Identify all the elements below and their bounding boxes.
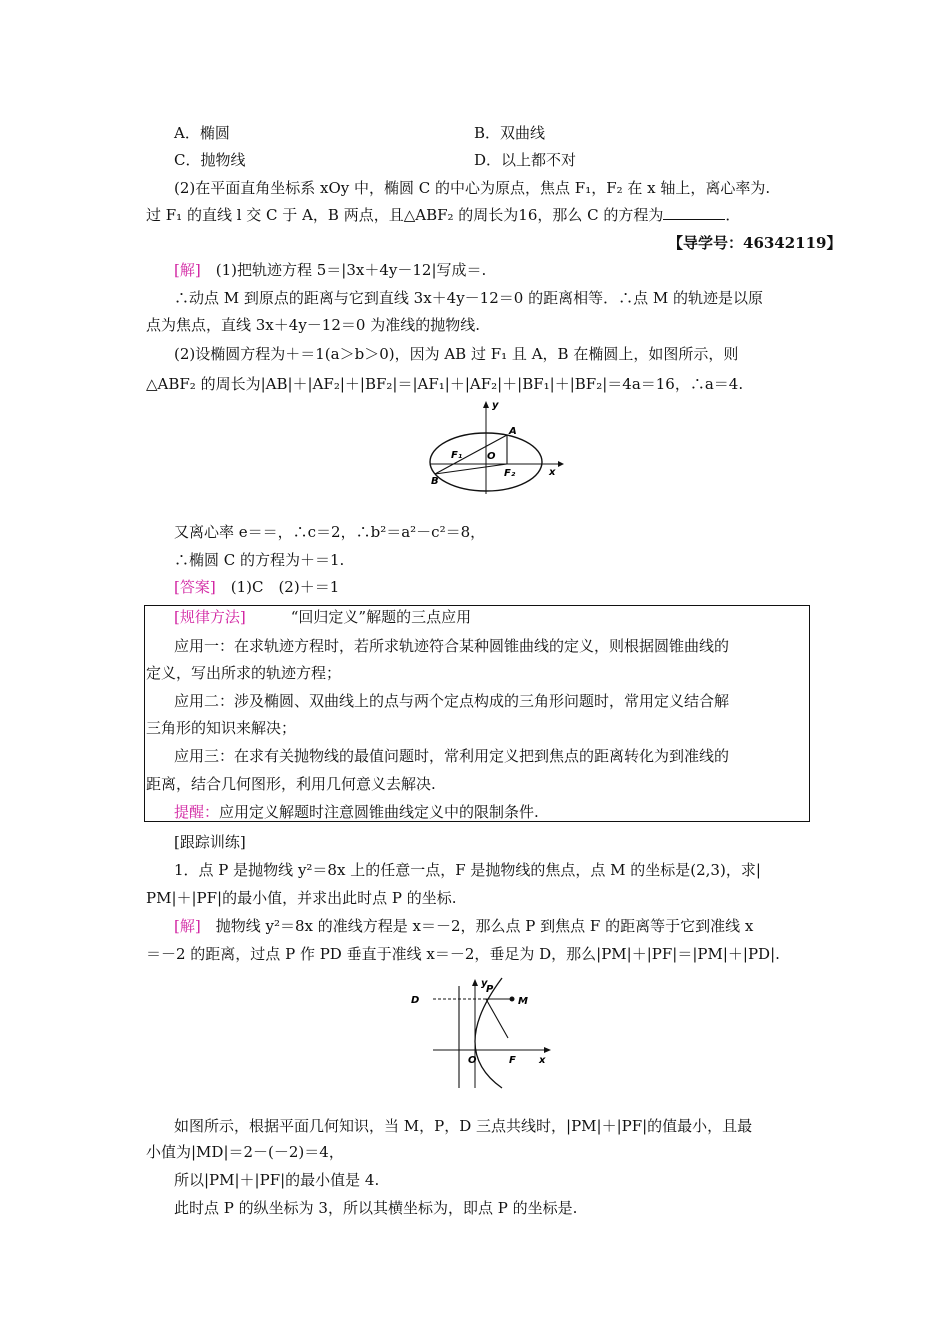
line-bf2 [435,464,507,474]
origin-label: O [468,1055,477,1066]
method-title-line [174,607,471,627]
training-q1-line2: PM|＋|PF|的最小值，并求出此时点 P 的坐标. [146,889,457,907]
point-d-label: D [411,995,420,1006]
training-line5: 所以|PM|＋|PF|的最小值是 4. [174,1171,380,1189]
x-axis-arrow [544,1047,551,1053]
training-header: [跟踪训练] [174,833,246,851]
origin-label: O [487,451,496,462]
answer-tag: [答案] [174,578,216,596]
parabola-figure [405,972,555,1090]
method-tip-line [174,802,539,822]
training-solution-tag: [解] [174,917,201,935]
answer-line [174,577,339,597]
guide-number: 【导学号：46342119】 [668,234,842,252]
option-d: D．以上都不对 [474,151,577,169]
answer-text: (1)C (2)＋＝1 [230,578,340,596]
method-line5: 应用三：在求有关抛物线的最值问题时，常利用定义把到焦点的距离转化为到准线的 [174,747,730,765]
solution1-text: (1)把轨迹方程 5＝|3x＋4y－12|写成＝. [215,261,487,279]
line-pf [486,999,508,1038]
focus-f1-label: F₁ [451,450,463,461]
answer-blank [663,205,725,220]
y-label: y [492,400,499,411]
point-p-label: P [486,984,494,995]
point-m-label: M [518,996,528,1007]
y-axis-arrow [472,979,478,986]
y-label: y [481,978,488,989]
method-title: “回归定义”解题的三点应用 [290,608,472,626]
point-b-label: B [431,476,439,487]
training-line4: 小值为|MD|＝2－(－2)＝4， [146,1143,344,1161]
solution-tag: [解] [174,261,201,279]
line-ab [435,435,507,474]
training-q1-line1: 1．点 P 是抛物线 y²＝8x 上的任意一点，F 是抛物线的焦点，点 M 的坐标是(2,3)，求| [174,861,761,879]
training-line3: 如图所示，根据平面几何知识，当 M，P，D 三点共线时，|PM|＋|PF|的值最小，且最 [174,1117,753,1135]
point-m [510,997,515,1002]
ellipse-figure [418,398,568,496]
solution1-line5: △ABF₂ 的周长为|AB|＋|AF₂|＋|BF₂|＝|AF₁|＋|AF₂|＋|BF₁|＋|BF₂|＝4a＝16，∴a＝4. [146,375,744,393]
focus-f-label: F [509,1055,516,1066]
method-line1: 应用一：在求轨迹方程时，若所求轨迹符合某种圆锥曲线的定义，则根据圆锥曲线的 [174,637,730,655]
question2-line2-text: 过 F₁ 的直线 l 交 C 于 A，B 两点，且△ABF₂ 的周长为16，那么 C 的方程为 [146,206,664,224]
option-a: A．椭圆 [174,124,230,142]
x-label: x [539,1055,546,1066]
method-tag: [规律方法] [174,608,246,626]
x-axis-arrow [558,461,564,467]
training-solution-line2: ＝－2 的距离，过点 P 作 PD 垂直于准线 x＝－2，垂足为 D，那么|PM|＋|PF|＝|PM|＋|PD|. [146,945,780,963]
training-solution-line1 [174,916,753,936]
point-a-label: A [509,426,517,437]
solution1-line2: ∴动点 M 到原点的距离与它到直线 3x＋4y－12＝0 的距离相等．∴点 M 的轨迹是以原 [174,289,763,307]
method-line3: 应用二：涉及椭圆、双曲线上的点与两个定点构成的三角形问题时，常用定义结合解 [174,692,730,710]
solution1-line4: (2)设椭圆方程为＋＝1(a＞b＞0)，因为 AB 过 F₁ 且 A，B 在椭圆上，如图所示，则 [174,345,739,363]
training-solution-text: 抛物线 y²＝8x 的准线方程是 x＝－2，那么点 P 到焦点 F 的距离等于它到准线 x [215,917,754,935]
method-line6: 距离，结合几何图形，利用几何意义去解决. [146,775,436,793]
focus-f2-label: F₂ [504,468,516,479]
question2-line2-end: ． [725,206,741,224]
option-b: B．双曲线 [474,124,546,142]
solution1-line1 [174,260,486,280]
tip-tag: 提醒： [174,803,220,821]
option-c: C．抛物线 [174,151,246,169]
tip-text: 应用定义解题时注意圆锥曲线定义中的限制条件. [219,803,539,821]
x-label: x [549,467,556,478]
method-line4: 三角形的知识来解决； [146,719,297,737]
method-line2: 定义，写出所求的轨迹方程； [146,664,342,682]
training-line6: 此时点 P 的纵坐标为 3，所以其横坐标为，即点 P 的坐标是. [174,1199,578,1217]
question2-line2 [146,205,740,225]
y-axis-arrow [483,401,489,408]
solution1-line6: 又离心率 e＝＝，∴c＝2，∴b²＝a²－c²＝8， [174,523,486,541]
solution1-line7: ∴椭圆 C 的方程为＋＝1. [174,551,345,569]
solution1-line3: 点为焦点，直线 3x＋4y－12＝0 为准线的抛物线. [146,316,480,334]
question2-line1: (2)在平面直角坐标系 xOy 中，椭圆 C 的中心为原点，焦点 F₁，F₂ 在 x 轴上，离心率为. [174,179,771,197]
